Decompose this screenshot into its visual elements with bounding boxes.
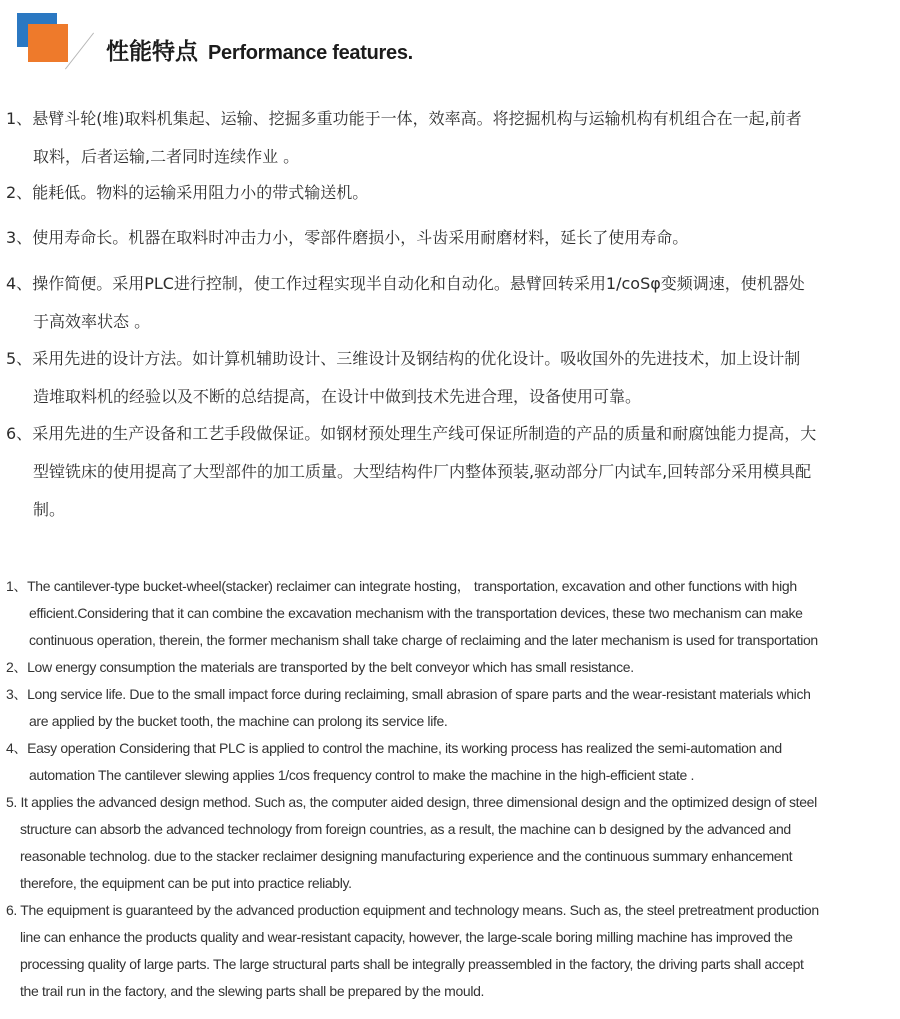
page-title-en: Performance features. <box>208 42 413 64</box>
en-feature-line: 1、The cantilever-type bucket-wheel(stacker) reclaimer can integrate hosting， transportation, excavation and other functions with high <box>6 578 797 594</box>
en-feature-line: 3、Long service life. Due to the small impact force during reclaiming, small abrasion of spare parts and the wear-resistant materials which <box>6 686 811 702</box>
zh-feature-line: 取料，后者运输,二者同时连续作业 。 <box>33 147 300 166</box>
en-feature-line: line can enhance the products quality and wear-resistant capacity, however, the large-scale boring milling machine has improved the <box>20 929 793 945</box>
en-feature-item <box>6 789 896 897</box>
divider-slash <box>65 33 94 70</box>
zh-feature-item <box>6 175 886 220</box>
zh-feature-line: 造堆取料机的经验以及不断的总结提高，在设计中做到技术先进合理，设备使用可靠。 <box>33 387 642 406</box>
zh-feature-line: 1、悬臂斗轮(堆)取料机集起、运输、挖掘多重功能于一体，效率高。将挖掘机构与运输机构有机组合在一起,前者 <box>6 109 802 128</box>
en-feature-line: continuous operation, therein, the former mechanism shall take charge of reclaiming and the later mechanism is used for transportation <box>29 632 818 648</box>
en-feature-line: are applied by the bucket tooth, the machine can prolong its service life. <box>29 713 448 729</box>
en-feature-item <box>6 681 896 735</box>
zh-feature-line: 5、采用先进的设计方法。如计算机辅助设计、三维设计及钢结构的优化设计。吸收国外的先进技术，加上设计制 <box>6 349 801 368</box>
en-feature-item <box>6 654 896 681</box>
zh-feature-item <box>6 101 886 175</box>
en-feature-line: automation The cantilever slewing applies 1/cos frequency control to make the machine in the high-efficient state . <box>29 767 695 783</box>
page-title <box>106 36 413 69</box>
en-feature-line: the trail run in the factory, and the slewing parts shall be prepared by the mould. <box>20 983 485 999</box>
logo-orange-square <box>28 24 68 62</box>
en-feature-item <box>6 735 896 789</box>
en-feature-list <box>6 573 896 1005</box>
zh-feature-item <box>6 220 886 266</box>
zh-feature-line: 4、操作简便。采用PLC进行控制，使工作过程实现半自动化和自动化。悬臂回转采用1/coSφ变频调速，使机器处 <box>6 274 805 293</box>
zh-feature-line: 于高效率状态 。 <box>33 312 151 331</box>
zh-feature-line: 型镗铣床的使用提高了大型部件的加工质量。大型结构件厂内整体预装,驱动部分厂内试车,回转部分采用模具配 <box>33 462 812 481</box>
zh-feature-item <box>6 416 886 526</box>
zh-feature-line: 6、采用先进的生产设备和工艺手段做保证。如钢材预处理生产线可保证所制造的产品的质量和耐腐蚀能力提高，大 <box>6 424 817 443</box>
en-feature-line: 2、Low energy consumption the materials are transported by the belt conveyor which has small resistance. <box>6 659 634 675</box>
en-feature-line: therefore, the equipment can be put into practice reliably. <box>20 875 352 891</box>
en-feature-line: efficient.Considering that it can combine the excavation mechanism with the transportation devices, these two mechanism can make <box>29 605 803 621</box>
zh-feature-line: 2、能耗低。物料的运输采用阻力小的带式输送机。 <box>6 183 369 202</box>
zh-feature-item <box>6 266 886 341</box>
en-feature-line: structure can absorb the advanced technology from foreign countries, as a result, the machine can b designed by the advanced and <box>20 821 791 837</box>
zh-feature-item <box>6 341 886 416</box>
en-feature-line: 5. It applies the advanced design method. Such as, the computer aided design, three dimensional design and the optimized design of steel <box>6 794 817 810</box>
en-feature-item <box>6 897 896 1005</box>
zh-feature-list <box>6 101 886 526</box>
en-feature-line: 6. The equipment is guaranteed by the advanced production equipment and technology means. Such as, the steel pretreatment production <box>6 902 819 918</box>
en-feature-item <box>6 573 896 654</box>
en-feature-line: processing quality of large parts. The large structural parts shall be integrally preassembled in the factory, the driving parts shall accept <box>20 956 804 972</box>
zh-feature-line: 制。 <box>33 500 66 519</box>
section-header <box>0 0 900 80</box>
page-title-zh: 性能特点 <box>106 39 198 65</box>
en-feature-line: 4、Easy operation Considering that PLC is applied to control the machine, its working process has realized the semi-automation and <box>6 740 782 756</box>
zh-feature-line: 3、使用寿命长。机器在取料时冲击力小，零部件磨损小，斗齿采用耐磨材料，延长了使用寿命。 <box>6 228 689 247</box>
en-feature-line: reasonable technolog. due to the stacker reclaimer designing manufacturing experience and the continuous summary enhancement <box>20 848 793 864</box>
